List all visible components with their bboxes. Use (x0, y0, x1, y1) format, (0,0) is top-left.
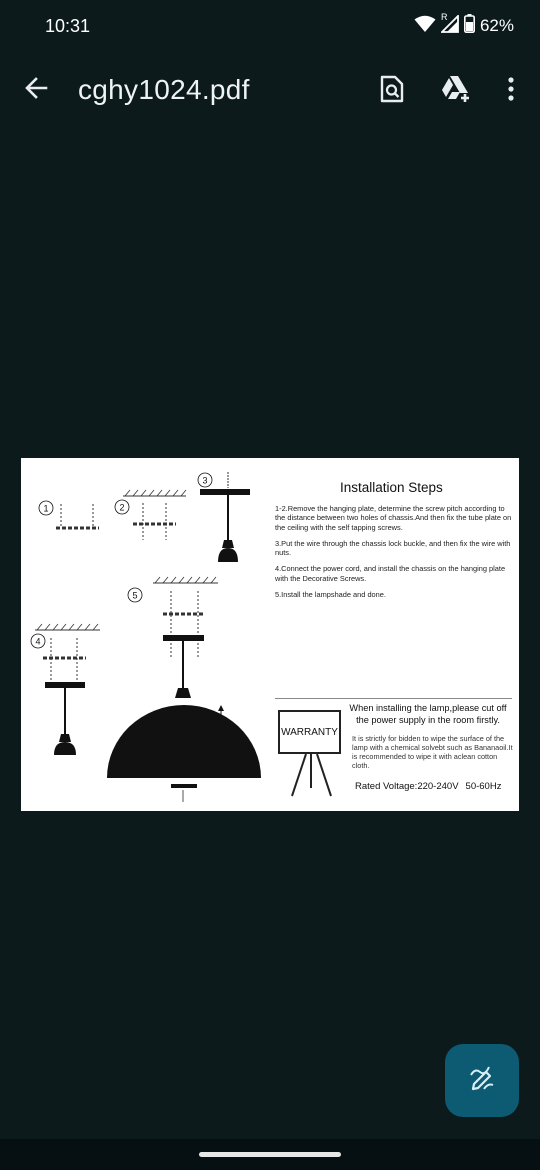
status-bar (0, 0, 540, 54)
home-gesture-handle[interactable] (199, 1152, 341, 1157)
warning-detail: It is strictly for bidden to wipe the surface of the lamp with a chemical solvebt such as Bananaoil.It is recommended to wipe it with aclean cotton cloth. (352, 734, 513, 770)
warranty-easel-figure (292, 754, 331, 796)
rated-frequency: 50-60Hz (465, 781, 502, 792)
more-vert-icon (508, 77, 514, 106)
step-number-3: 3 (202, 475, 208, 486)
step-number-2: 2 (119, 502, 125, 513)
warning-main: When installing the lamp,please cut off the power supply in the room firstly. (349, 703, 507, 725)
step-3-figure (198, 472, 250, 562)
save-to-drive-button[interactable] (437, 72, 475, 110)
arrow-back-icon (23, 75, 49, 106)
pdf-page[interactable] (21, 458, 519, 811)
step-text: 4.Connect the power cord, and install the chassis on the hanging plate with the Decorative Screws. (275, 564, 506, 583)
find-in-page-icon (380, 75, 404, 108)
google-drive-add-icon (440, 75, 472, 108)
back-button[interactable] (18, 72, 54, 108)
annotate-button[interactable] (445, 1044, 519, 1117)
status-indicators (414, 11, 514, 38)
doc-title: Installation Steps (340, 480, 443, 495)
step-5-figure (107, 577, 261, 802)
divider (275, 698, 512, 699)
wifi-icon (414, 15, 436, 38)
more-options-button[interactable] (492, 72, 530, 110)
app-bar (0, 58, 540, 124)
navigation-bar (0, 1139, 540, 1170)
step-text: 1-2.Remove the hanging plate, determine the screw pitch according to the distance between two holes of chassis.And then fix the tube plate on the ceiling with the self tapping screws. (275, 504, 512, 532)
step-text: 3.Put the wire through the chassis lock buckle, and then fix the wire with nuts. (275, 538, 511, 558)
file-title: cghy1024.pdf (78, 74, 250, 105)
rated-voltage: Rated Voltage:220-240V (355, 781, 459, 792)
step-number-4: 4 (35, 636, 41, 647)
rated-spec (355, 781, 501, 792)
find-in-file-button[interactable] (373, 72, 411, 110)
step-1-figure (39, 501, 99, 528)
roaming-badge: R (440, 11, 448, 22)
status-time: 10:31 (45, 16, 91, 36)
step-number-5: 5 (132, 590, 138, 601)
edit-annotate-icon (467, 1063, 497, 1098)
step-4-figure (31, 624, 100, 755)
battery-icon (464, 14, 475, 38)
step-2-figure (115, 490, 186, 540)
installation-steps (275, 504, 515, 606)
warranty-label: WARRANTY (278, 710, 341, 754)
step-text: 5.Install the lampshade and done. (275, 590, 386, 600)
battery-level: 62% (479, 16, 514, 35)
step-number-1: 1 (43, 503, 49, 514)
signal-icon (440, 11, 459, 38)
